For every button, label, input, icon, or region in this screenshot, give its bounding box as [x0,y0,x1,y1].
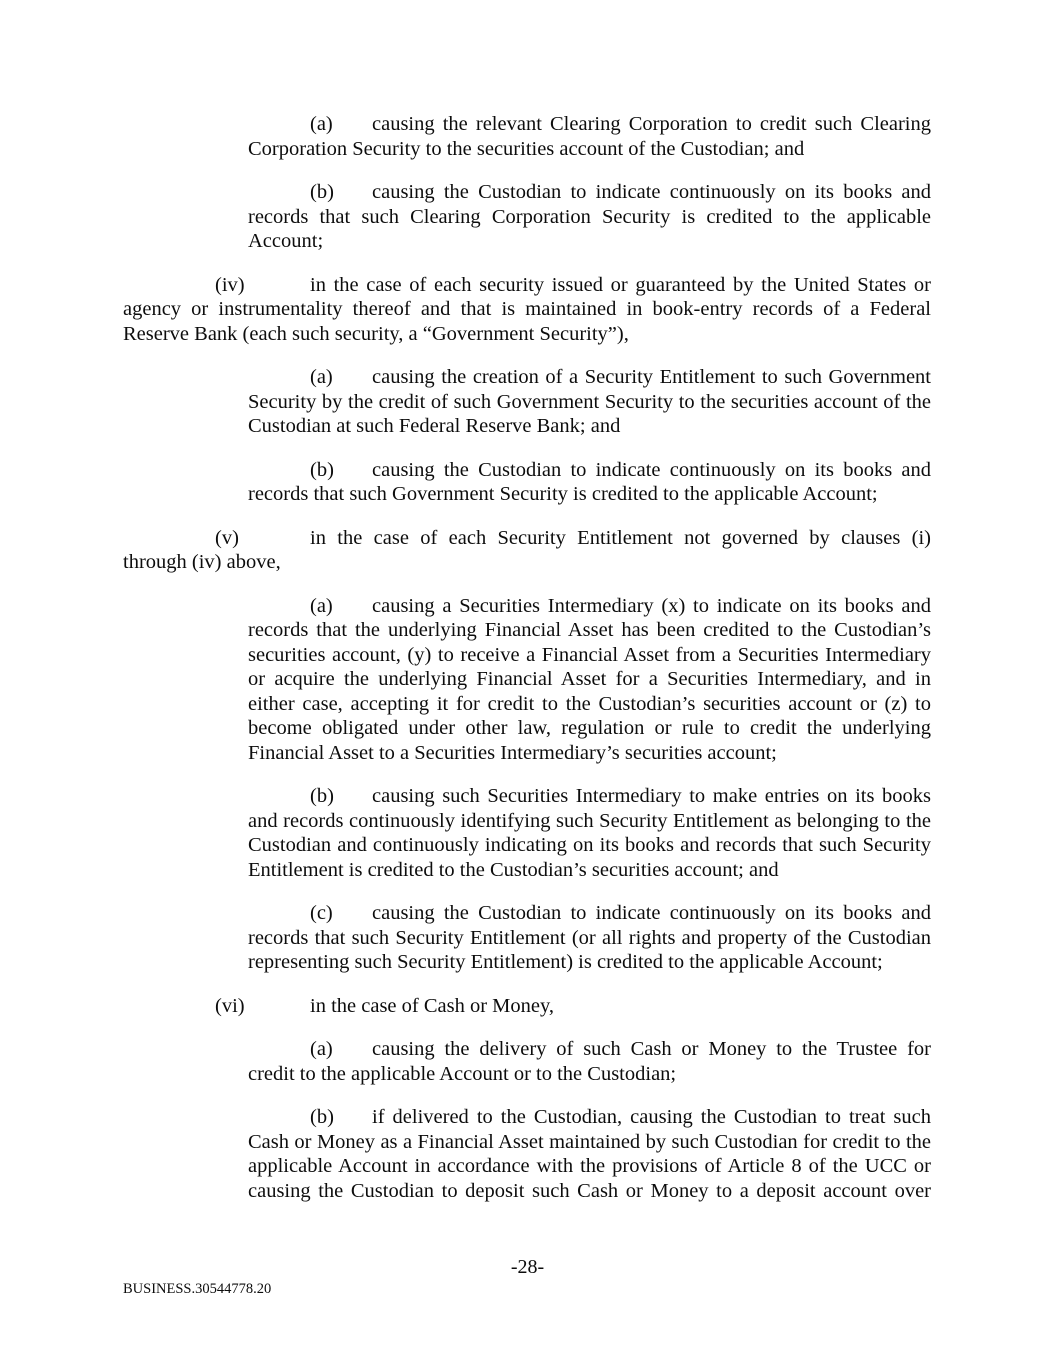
clause-list [123,112,931,1222]
clause-label: (b) [310,785,334,807]
clause-label: (vi) [215,994,245,1017]
clause-label: (iv) [215,273,245,296]
clause-label: (a) [310,366,333,388]
clause-paragraph [248,112,931,161]
page-number: -28- [510,1256,545,1278]
clause-label: (a) [310,1038,333,1060]
clause-paragraph [248,365,931,439]
clause-label: (c) [310,902,333,924]
clause-paragraph [248,458,931,507]
clause-paragraph [123,273,931,347]
clause-paragraph [248,594,931,766]
clause-text: causing the Custodian to indicate continuously on its books and records that such Clearing Corporation Security is credited to the applicable Account; [248,181,931,252]
clause-label: (b) [310,181,334,203]
clause-text: in the case of each Security Entitlement not governed by clauses (i) through (iv) above, [123,526,931,573]
clause-paragraph [248,1037,931,1086]
clause-text: causing such Securities Intermediary to make entries on its books and records continuously identifying such Security Entitlement as belonging to the Custodian and continuously indicating on its books and records that such Security Entitlement is credited to the Custodian’s securities account; and [248,785,931,881]
clause-paragraph [123,526,931,575]
clause-paragraph [248,901,931,975]
clause-paragraph [248,180,931,254]
clause-text: causing the Custodian to indicate continuously on its books and records that such Security Entitlement (or all rights and property of the Custodian representing such Security Entitlement) is credited to the applicable Account; [248,902,931,973]
clause-text: in the case of Cash or Money, [310,994,555,1017]
clause-text: causing the creation of a Security Entitlement to such Government Security by the credit of such Government Security to the securities account of the Custodian at such Federal Reserve Bank; and [248,366,931,437]
clause-text: causing the relevant Clearing Corporation to credit such Clearing Corporation Security to the securities account of the Custodian; and [248,113,931,160]
clause-label: (a) [310,594,333,617]
clause-text: causing a Securities Intermediary (x) to indicate on its books and records that the underlying Financial Asset has been credited to the Custodian’s securities account, (y) to receive a Financial Asset from a Securities Intermediary or acquire the underlying Financial Asset for a Securities Intermediary, and in either case, accepting it for credit to the Custodian’s securities account or (z) to become obligated under other law, regulation or rule to credit the underlying Financial Asset to a Securities Intermediary’s securities account; [248,594,931,764]
clause-paragraph [123,994,931,1019]
clause-paragraph [248,1105,931,1203]
clause-text: causing the delivery of such Cash or Money to the Trustee for credit to the applicable Account or to the Custodian; [248,1038,931,1085]
clause-text: if delivered to the Custodian, causing the Custodian to treat such Cash or Money as a Financial Asset maintained by such Custodian for credit to the applicable Account in accordance with the provisions of Article 8 of the UCC or causing the Custodian to deposit such Cash or Money to a deposit account over [248,1106,931,1202]
clause-text: in the case of each security issued or guaranteed by the United States or agency or instrumentality thereof and that is maintained in book-entry records of a Federal Reserve Bank (each such security, a “Government Security”), [123,273,931,345]
clause-paragraph [248,784,931,882]
document-id-footer: BUSINESS.30544778.20 [123,1281,272,1297]
clause-label: (v) [215,526,239,549]
clause-label: (a) [310,113,333,135]
clause-label: (b) [310,1106,334,1128]
clause-text: causing the Custodian to indicate continuously on its books and records that such Government Security is credited to the applicable Account; [248,458,931,505]
clause-label: (b) [310,458,334,481]
